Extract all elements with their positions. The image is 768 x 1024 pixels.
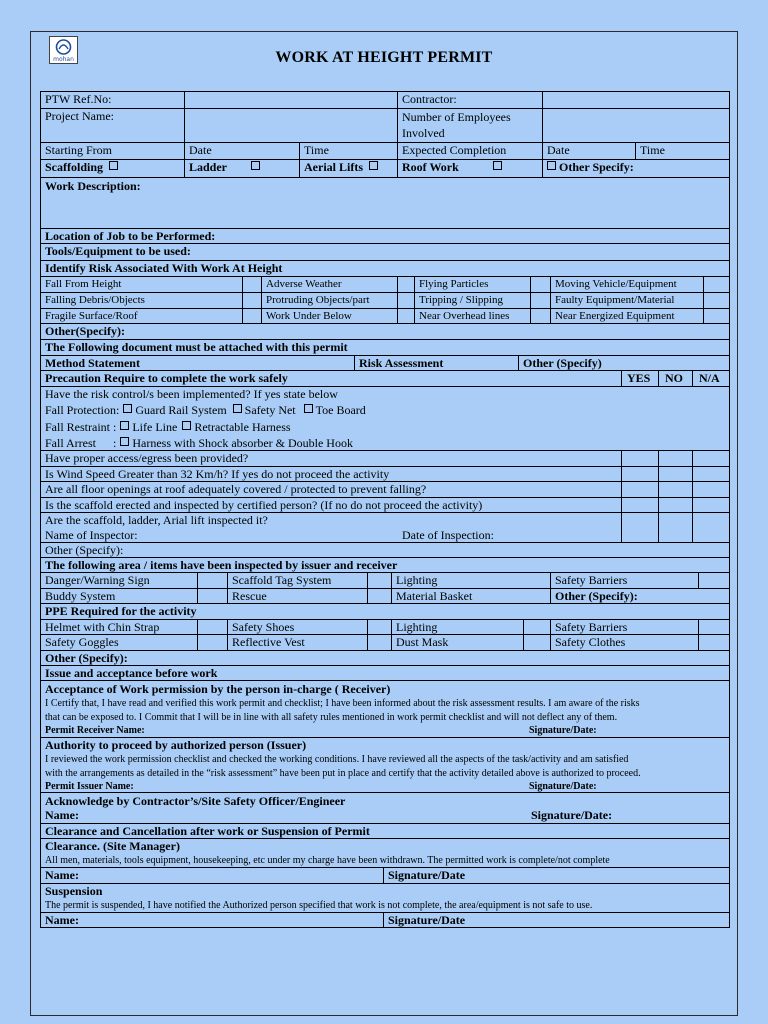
ptw-ref-label: PTW Ref.No:	[45, 92, 112, 106]
project-name-label: Project Name:	[45, 109, 114, 123]
fall-restraint-label: Fall Restraint :	[45, 420, 117, 434]
other-work-checkbox[interactable]	[547, 161, 556, 170]
safety-net-checkbox[interactable]	[233, 404, 242, 413]
documents-heading: The Following document must be attached with this permit	[45, 340, 348, 354]
site-manager-name-label: Name:	[45, 868, 79, 882]
permit-form	[40, 91, 730, 928]
ppe-checkbox[interactable]	[698, 635, 729, 651]
life-line-checkbox[interactable]	[120, 421, 129, 430]
site-manager-signature-label: Signature/Date	[383, 868, 729, 884]
contractor-label: Contractor:	[397, 92, 542, 109]
ppe-item: Helmet with Chin Strap	[45, 620, 160, 634]
ppe-checkbox[interactable]	[523, 635, 550, 651]
issuer-name-label: Permit Issuer Name:	[45, 781, 134, 792]
precaution-row	[41, 513, 729, 543]
risk-item: Fall From Height	[45, 278, 122, 290]
aerial-lifts-option[interactable]	[299, 160, 397, 178]
inspected-row	[41, 573, 729, 589]
starting-from-label: Starting From	[45, 143, 113, 157]
receiver-statement-line-1: I Certify that, I have read and verified this work permit and checklist; I have been informed about the risk assessment results. I am aware of the risks	[45, 698, 640, 709]
inspector-label: Name of Inspector:	[45, 528, 138, 542]
harness-label: Harness with Shock absorber & Double Hook	[132, 436, 353, 450]
risk-checkbox[interactable]	[242, 277, 261, 293]
ppe-checkbox[interactable]	[197, 620, 227, 635]
scaffolding-option[interactable]	[41, 160, 184, 175]
q3-na-cell[interactable]	[692, 467, 729, 482]
q5-yes-cell[interactable]	[621, 498, 658, 513]
fall-arrest-label: Fall Arrest	[45, 436, 96, 450]
issuer-signature-label: Signature/Date:	[529, 781, 597, 792]
q2-na-cell[interactable]	[692, 451, 729, 467]
issuer-statement-line-2: with the arrangements as detailed in the “risk assessment” have been put in place and certify that the activity detailed above is authorized to proceed.	[45, 768, 641, 779]
ppe-heading: PPE Required for the activity	[45, 604, 197, 618]
suspension-name-label: Name:	[45, 913, 79, 927]
ppe-item: Reflective Vest	[227, 635, 367, 651]
inspected-item: Material Basket	[391, 589, 550, 604]
ppe-checkbox[interactable]	[367, 635, 391, 651]
method-statement-label: Method Statement	[45, 356, 140, 370]
contractor-ack-section	[41, 793, 729, 824]
inspected-item: Safety Barriers	[550, 573, 698, 589]
issuer-statement-line-1: I reviewed the work permission checklist and checked the working conditions. I have reviewed all the aspects of the task/activity and am satisfied	[45, 754, 629, 765]
location-label: Location of Job to be Performed:	[45, 229, 216, 243]
precaution-question-4: Are all floor openings at roof adequately covered / protected to prevent falling?	[45, 482, 427, 496]
risk-checkbox[interactable]	[703, 309, 729, 324]
site-manager-section	[41, 839, 729, 868]
logo-text: mohan	[53, 56, 74, 63]
expected-completion-label: Expected Completion	[397, 143, 542, 160]
fall-protection-line	[41, 402, 729, 419]
q2-no-cell[interactable]	[658, 451, 692, 467]
risk-row	[41, 309, 729, 324]
inspected-item: Rescue	[227, 589, 367, 604]
suspension-signoff-row	[41, 913, 729, 927]
ppe-item: Dust Mask	[391, 635, 523, 651]
retractable-harness-checkbox[interactable]	[182, 421, 191, 430]
ppe-checkbox[interactable]	[197, 635, 227, 651]
precaution-row	[41, 482, 729, 498]
q3-no-cell[interactable]	[658, 467, 692, 482]
ppe-item: Safety Barriers	[550, 620, 698, 635]
risk-checkbox[interactable]	[242, 309, 261, 324]
guard-rail-checkbox[interactable]	[123, 404, 132, 413]
risk-row	[41, 277, 729, 293]
ladder-option[interactable]	[184, 160, 299, 178]
precaution-heading: Precaution Require to complete the work safely	[45, 371, 288, 385]
tools-label: Tools/Equipment to be used:	[45, 244, 191, 258]
ppe-row	[41, 620, 729, 635]
risk-item: Moving Vehicle/Equipment	[550, 277, 703, 293]
form-row-clearance-heading	[41, 824, 729, 839]
life-line-label: Life Line	[132, 420, 178, 434]
precaution-question-2: Have proper access/egress been provided?	[45, 451, 249, 465]
risk-item: Falling Debris/Objects	[45, 294, 145, 306]
risk-checkbox[interactable]	[530, 309, 550, 324]
contractor-field[interactable]	[542, 92, 729, 109]
toe-board-checkbox[interactable]	[304, 404, 313, 413]
suspension-signature-label: Signature/Date	[383, 913, 729, 927]
aerial-lifts-checkbox[interactable]	[369, 161, 378, 170]
risk-checkbox[interactable]	[397, 309, 414, 324]
risk-checkbox[interactable]	[530, 293, 550, 309]
contractor-ack-heading: Acknowledge by Contractor’s/Site Safety Officer/Engineer	[45, 794, 346, 808]
form-row-docs-heading	[41, 340, 729, 356]
work-description-label: Work Description:	[45, 179, 141, 193]
risk-other-label: Other(Specify):	[45, 324, 125, 338]
ppe-checkbox[interactable]	[523, 620, 550, 635]
clearance-heading: Clearance and Cancellation after work or Suspension of Permit	[45, 824, 370, 838]
risk-item: Adverse Weather	[261, 277, 414, 293]
other-document-label: Other (Specify)	[518, 356, 729, 371]
precaution-risk-control-row	[41, 387, 729, 451]
form-row-precaution-heading	[41, 371, 729, 387]
ppe-row	[41, 635, 729, 651]
risk-item: Near Overhead lines	[414, 309, 530, 324]
form-row-project	[41, 109, 729, 143]
no-header: NO	[658, 371, 692, 387]
precaution-question-1: Have the risk control/s been implemented? If yes state below	[45, 387, 338, 401]
form-row-ptw	[41, 92, 729, 109]
na-header: N/A	[692, 371, 729, 387]
q6-yes-cell[interactable]	[621, 513, 658, 543]
precaution-row	[41, 467, 729, 482]
form-row-inspected-heading	[41, 558, 729, 573]
start-date-field[interactable]: Date	[184, 143, 299, 160]
q6-no-cell[interactable]	[658, 513, 692, 543]
risk-checkbox[interactable]	[397, 277, 414, 293]
risk-item: Flying Particles	[414, 277, 530, 293]
ppe-checkbox[interactable]	[367, 620, 391, 635]
form-row-location	[41, 229, 729, 244]
q2-yes-cell[interactable]	[621, 451, 658, 467]
suspension-statement: The permit is suspended, I have notified the Authorized person specified that work is not complete, the area/equipment is not safe to use.	[45, 900, 593, 911]
form-row-description	[41, 178, 729, 229]
end-time-field[interactable]: Time	[635, 143, 729, 160]
precaution-row	[41, 451, 729, 467]
precaution-row	[41, 498, 729, 513]
form-row-risk-other	[41, 324, 729, 340]
other-work-option[interactable]	[542, 160, 729, 178]
form-row-docs	[41, 356, 729, 371]
receiver-section	[41, 681, 729, 738]
guard-rail-label: Guard Rail System	[135, 403, 227, 417]
suspension-section	[41, 884, 729, 913]
contractor-signature-label: Signature/Date:	[531, 808, 613, 822]
issuer-heading: Authority to proceed by authorized person (Issuer)	[45, 738, 307, 752]
risk-item: Fragile Surface/Roof	[45, 310, 138, 322]
q3-yes-cell[interactable]	[621, 467, 658, 482]
ppe-item: Safety Clothes	[550, 635, 698, 651]
inspected-checkbox[interactable]	[698, 573, 729, 589]
receiver-heading: Acceptance of Work permission by the person in-charge ( Receiver)	[45, 682, 391, 696]
q6-na-cell[interactable]	[692, 513, 729, 543]
scaffolding-label: Scaffolding	[45, 160, 104, 174]
form-row-ppe-heading	[41, 604, 729, 620]
risk-item: Work Under Below	[261, 309, 414, 324]
inspected-other-label: Other (Specify):	[550, 589, 729, 604]
precaution-question-3: Is Wind Speed Greater than 32 Km/h? If yes do not proceed the activity	[45, 467, 390, 481]
inspected-heading: The following area / items have been inspected by issuer and receiver	[45, 558, 398, 572]
q5-na-cell[interactable]	[692, 498, 729, 513]
fall-protection-label: Fall Protection:	[45, 403, 120, 417]
precaution-question-6: Are the scaffold, ladder, Arial lift inspected it?	[45, 513, 268, 527]
inspected-item: Scaffold Tag System	[227, 573, 367, 589]
ppe-item: Lighting	[391, 620, 523, 635]
start-time-field[interactable]: Time	[299, 143, 397, 160]
risk-item: Protruding Objects/part	[261, 293, 414, 309]
q4-na-cell[interactable]	[692, 482, 729, 498]
ladder-label: Ladder	[189, 160, 228, 174]
yes-header: YES	[621, 371, 658, 387]
project-name-field[interactable]	[184, 109, 397, 143]
page-title: WORK AT HEIGHT PERMIT	[275, 49, 493, 66]
other-work-label: Other Specify:	[559, 160, 634, 174]
roof-work-option[interactable]	[397, 160, 542, 178]
inspected-item: Lighting	[391, 573, 550, 589]
site-manager-signoff-row	[41, 868, 729, 884]
site-manager-heading: Clearance. (Site Manager)	[45, 839, 180, 853]
ppe-other-label: Other (Specify):	[45, 651, 128, 665]
safety-net-label: Safety Net	[244, 403, 296, 417]
form-row-dates	[41, 143, 729, 160]
roof-work-checkbox[interactable]	[493, 161, 502, 170]
date-of-inspection-label: Date of Inspection:	[402, 528, 494, 542]
risk-item: Faulty Equipment/Material	[550, 293, 703, 309]
suspension-heading: Suspension	[45, 884, 103, 898]
risk-checkbox[interactable]	[530, 277, 550, 293]
risk-item: Tripping / Slipping	[414, 293, 530, 309]
num-employees-label: Number of Employees Involved	[397, 109, 542, 143]
q5-no-cell[interactable]	[658, 498, 692, 513]
risk-item: Near Energized Equipment	[550, 309, 703, 324]
roof-work-label: Roof Work	[402, 160, 459, 174]
precaution-other-label: Other (Specify):	[45, 543, 124, 557]
inspected-checkbox[interactable]	[367, 573, 391, 589]
issuer-section	[41, 738, 729, 793]
inspected-checkbox[interactable]	[367, 589, 391, 604]
fall-restraint-line	[41, 419, 729, 435]
retractable-harness-label: Retractable Harness	[194, 420, 291, 434]
q4-no-cell[interactable]	[658, 482, 692, 498]
receiver-signature-label: Signature/Date:	[529, 725, 597, 736]
risk-checkbox[interactable]	[242, 293, 261, 309]
inspected-item: Buddy System	[45, 589, 116, 603]
fall-arrest-line: Fall Arrest : Harness with Shock absorber & Double Hook	[45, 436, 353, 450]
toe-board-label: Toe Board	[315, 403, 366, 417]
risk-heading: Identify Risk Associated With Work At Height	[45, 261, 283, 275]
ladder-checkbox[interactable]	[251, 161, 260, 170]
inspected-checkbox[interactable]	[197, 573, 227, 589]
form-row-issue-heading	[41, 666, 729, 681]
inspected-row	[41, 589, 729, 604]
ppe-item: Safety Goggles	[45, 635, 119, 649]
inspected-item: Danger/Warning Sign	[45, 573, 150, 587]
aerial-lifts-label: Aerial Lifts	[304, 160, 363, 174]
ptw-ref-field[interactable]	[184, 92, 397, 109]
precaution-row	[41, 543, 729, 558]
site-manager-statement: All men, materials, tools equipment, housekeeping, etc under my charge have been withdrawn. The permitted work is complete/not complete	[45, 855, 610, 866]
risk-assessment-label: Risk Assessment	[354, 356, 518, 371]
contractor-name-label: Name:	[45, 808, 79, 822]
form-row-work-types	[41, 160, 729, 178]
ppe-item: Safety Shoes	[227, 620, 367, 635]
issue-heading: Issue and acceptance before work	[45, 666, 218, 680]
receiver-name-label: Permit Receiver Name:	[45, 725, 145, 736]
q4-yes-cell[interactable]	[621, 482, 658, 498]
num-employees-field[interactable]	[542, 109, 729, 143]
risk-checkbox[interactable]	[703, 277, 729, 293]
form-row-tools	[41, 244, 729, 261]
risk-checkbox[interactable]	[397, 293, 414, 309]
end-date-field[interactable]: Date	[542, 143, 635, 160]
form-row-ppe-other	[41, 651, 729, 666]
inspected-checkbox[interactable]	[197, 589, 227, 604]
scaffolding-checkbox[interactable]	[109, 161, 118, 170]
precaution-question-5: Is the scaffold erected and inspected by certified person? (If no do not proceed the activity)	[45, 498, 483, 512]
risk-row	[41, 293, 729, 309]
risk-checkbox[interactable]	[703, 293, 729, 309]
receiver-statement-line-2: that can be exposed to. I Commit that I will be in line with all safety rules mentioned in work permit checklist and will not deflect any of them.	[45, 712, 618, 723]
harness-checkbox[interactable]	[120, 437, 129, 446]
ppe-checkbox[interactable]	[698, 620, 729, 635]
form-row-risk-heading	[41, 261, 729, 277]
